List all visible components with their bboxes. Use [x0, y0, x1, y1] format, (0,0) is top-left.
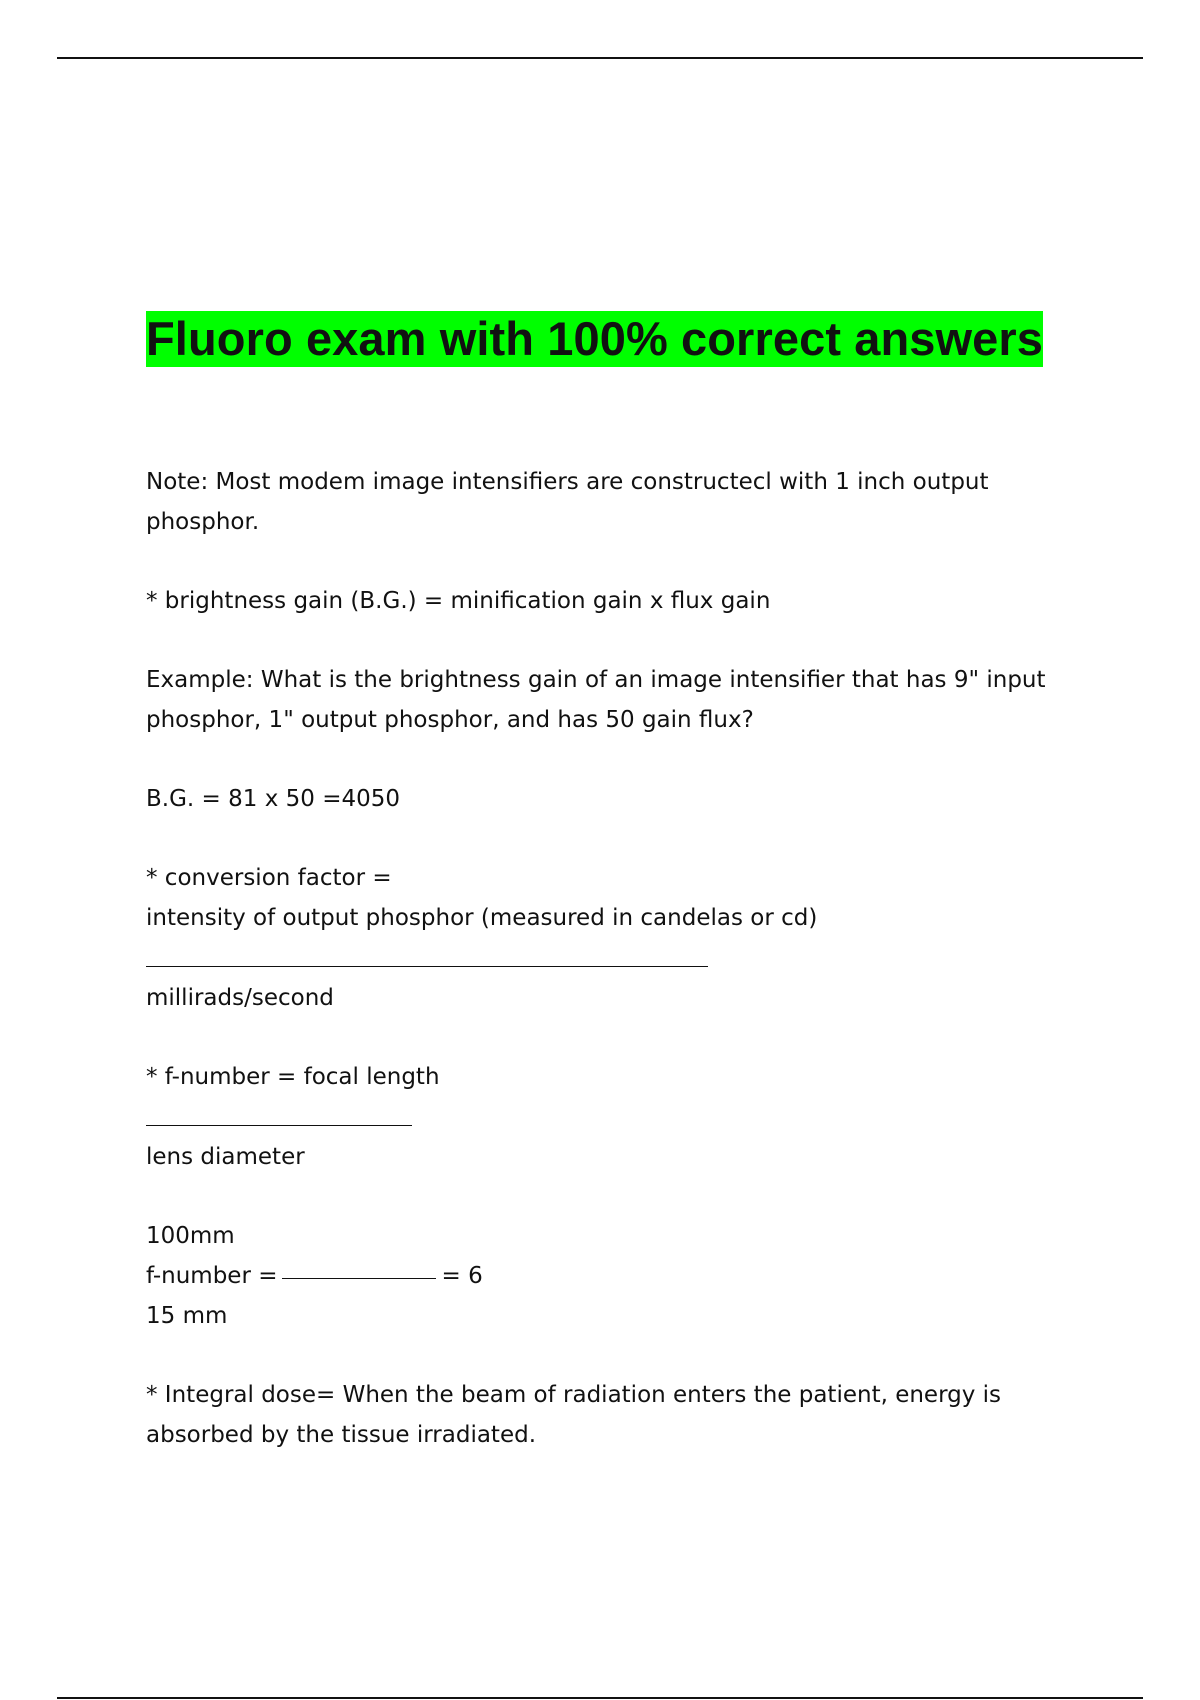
- example-line-1: Example: What is the brightness gain of an image intensifier that has 9" input: [146, 667, 1046, 693]
- f-number-example-result: = 6: [441, 1263, 483, 1289]
- note-line-2: phosphor.: [146, 509, 260, 535]
- f-number-example-prefix: f-number =: [146, 1263, 278, 1289]
- f-number-denominator: lens diameter: [146, 1144, 305, 1170]
- fraction-line: [146, 1125, 412, 1126]
- f-number-example-numerator: 100mm: [146, 1223, 235, 1249]
- conversion-factor-denominator: millirads/second: [146, 985, 334, 1011]
- f-number-example-equation: [146, 1256, 1066, 1296]
- fraction-line: [282, 1278, 436, 1279]
- conversion-factor-label: * conversion factor =: [146, 865, 392, 891]
- brightness-gain-answer: B.G. = 81 x 50 =4050: [146, 786, 400, 812]
- integral-dose-line-2: absorbed by the tissue irradiated.: [146, 1422, 537, 1448]
- example-line-2: phosphor, 1" output phosphor, and has 50 gain flux?: [146, 707, 754, 733]
- note-line-1: Note: Most modem image intensifiers are constructecl with 1 inch output: [146, 469, 989, 495]
- integral-dose-line-1: * Integral dose= When the beam of radiation enters the patient, energy is: [146, 1382, 1002, 1408]
- footer-rule: [57, 1697, 1143, 1699]
- document-body: [146, 462, 1066, 1455]
- header-rule: [57, 57, 1143, 59]
- brightness-gain-formula: * brightness gain (B.G.) = minification gain x flux gain: [146, 588, 771, 614]
- fraction-line: [146, 966, 708, 967]
- f-number-example-denominator: 15 mm: [146, 1303, 228, 1329]
- conversion-factor-numerator: intensity of output phosphor (measured in candelas or cd): [146, 905, 818, 931]
- document-title: Fluoro exam with 100% correct answers: [146, 312, 1044, 365]
- f-number-label: * f-number = focal length: [146, 1064, 440, 1090]
